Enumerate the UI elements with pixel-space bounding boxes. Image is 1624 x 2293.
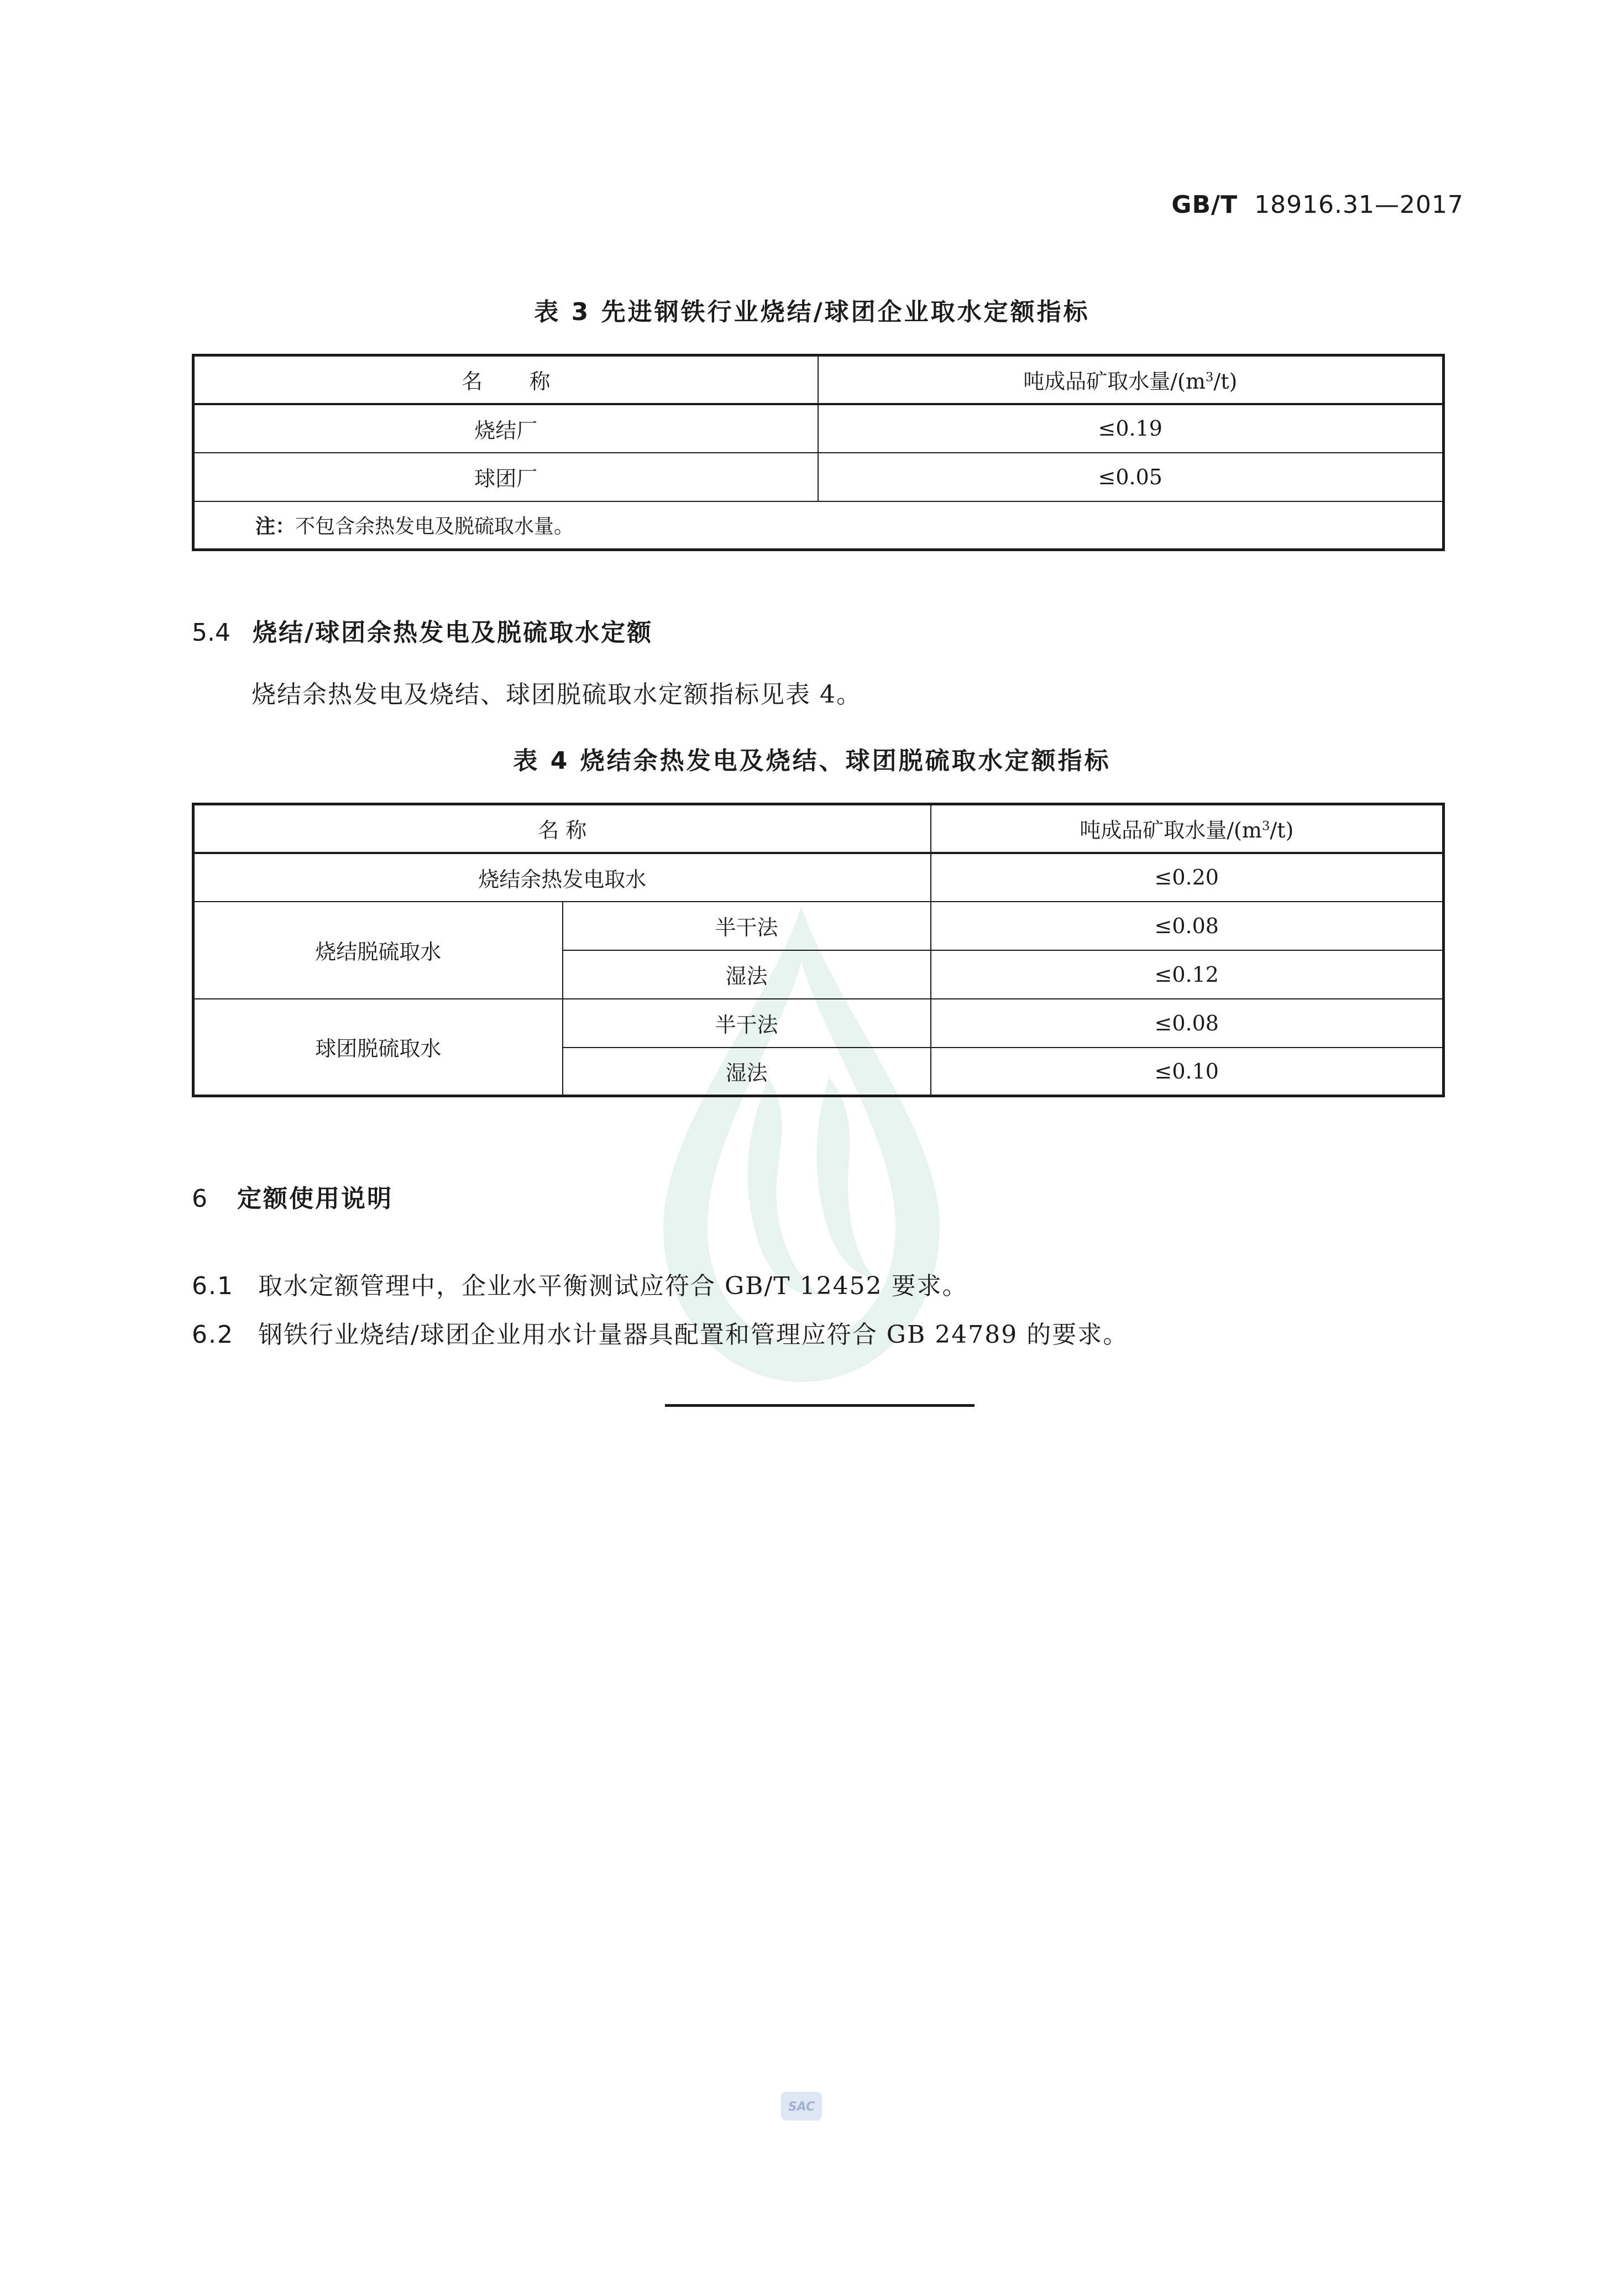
- note-text: 不包含余热发电及脱硫取水量。: [295, 515, 574, 538]
- sac-logo-icon: [780, 2088, 823, 2123]
- table3-row-value: ≤0.05: [818, 453, 1444, 501]
- standard-prefix: GB/T: [1171, 191, 1238, 219]
- clause-text: 钢铁行业烧结/球团企业用水计量器具配置和管理应符合 GB 24789 的要求。: [258, 1321, 1129, 1349]
- end-of-text-rule: [665, 1404, 975, 1407]
- sac-logo-text: SAC: [788, 2100, 815, 2114]
- col-value-suffix: /t): [1270, 818, 1294, 843]
- table3-note-row: [193, 501, 1444, 550]
- section-number: 5.4: [192, 619, 230, 647]
- table3-row-name: 球团厂: [193, 453, 818, 501]
- table4-col-name: 名 称: [193, 804, 931, 853]
- clause-number: 6.1: [192, 1272, 234, 1300]
- clause-text: 取水定额管理中，企业水平衡测试应符合 GB/T 12452 要求。: [258, 1272, 968, 1300]
- table-row: [193, 902, 1444, 950]
- section-6-heading: [192, 1179, 393, 1214]
- col-value-prefix: 吨成品矿取水量/(m: [1080, 818, 1262, 843]
- section-title: 定额使用说明: [237, 1185, 393, 1213]
- table4-row-value: ≤0.10: [931, 1048, 1444, 1096]
- section-number: 6: [192, 1185, 207, 1213]
- table4-row-value: ≤0.20: [931, 853, 1444, 902]
- table-row: [193, 453, 1444, 501]
- table4-row-value: ≤0.08: [931, 999, 1444, 1048]
- table-row: [193, 853, 1444, 902]
- section-5-4-paragraph: 烧结余热发电及烧结、球团脱硫取水定额指标见表 4。: [252, 680, 862, 709]
- table4-header-row: [193, 804, 1444, 853]
- table4-method: 半干法: [563, 999, 931, 1048]
- table-row: [193, 999, 1444, 1048]
- table3: [192, 354, 1445, 551]
- table3-col-name: 名 称: [193, 355, 818, 404]
- col-value-suffix: /t): [1213, 369, 1238, 394]
- table4-group-name: 烧结脱硫取水: [193, 902, 563, 999]
- clause-6-2: [192, 1315, 1128, 1350]
- table4-group-name: 球团脱硫取水: [193, 999, 563, 1096]
- table4-method: 半干法: [563, 902, 931, 950]
- table4-method: 湿法: [563, 950, 931, 999]
- section-5-4-heading: [192, 612, 653, 648]
- table4-row-value: ≤0.08: [931, 902, 1444, 950]
- standard-number: 18916.31—2017: [1254, 191, 1464, 219]
- table-row: [193, 404, 1444, 453]
- table3-row-name: 烧结厂: [193, 404, 818, 453]
- table3-row-value: ≤0.19: [818, 404, 1444, 453]
- table4-col-value: [931, 804, 1444, 853]
- clause-number: 6.2: [192, 1321, 234, 1349]
- table3-col-value: [818, 355, 1444, 404]
- table4-method: 湿法: [563, 1048, 931, 1096]
- col-value-prefix: 吨成品矿取水量/(m: [1023, 369, 1206, 394]
- standard-number-header: [1171, 191, 1464, 219]
- table4: [192, 803, 1445, 1097]
- section-title: 烧结/球团余热发电及脱硫取水定额: [253, 619, 653, 647]
- table3-caption: 表 3 先进钢铁行业烧结/球团企业取水定额指标: [534, 298, 1090, 326]
- table4-row-name: 烧结余热发电取水: [193, 853, 931, 902]
- col-value-sup: 3: [1205, 370, 1214, 385]
- clause-6-1: [192, 1266, 968, 1301]
- table3-note: [193, 501, 1444, 550]
- table4-caption: 表 4 烧结余热发电及烧结、球团脱硫取水定额指标: [513, 747, 1111, 775]
- col-value-sup: 3: [1261, 819, 1270, 834]
- note-label: 注：: [255, 515, 296, 538]
- table4-row-value: ≤0.12: [931, 950, 1444, 999]
- table3-header-row: [193, 355, 1444, 404]
